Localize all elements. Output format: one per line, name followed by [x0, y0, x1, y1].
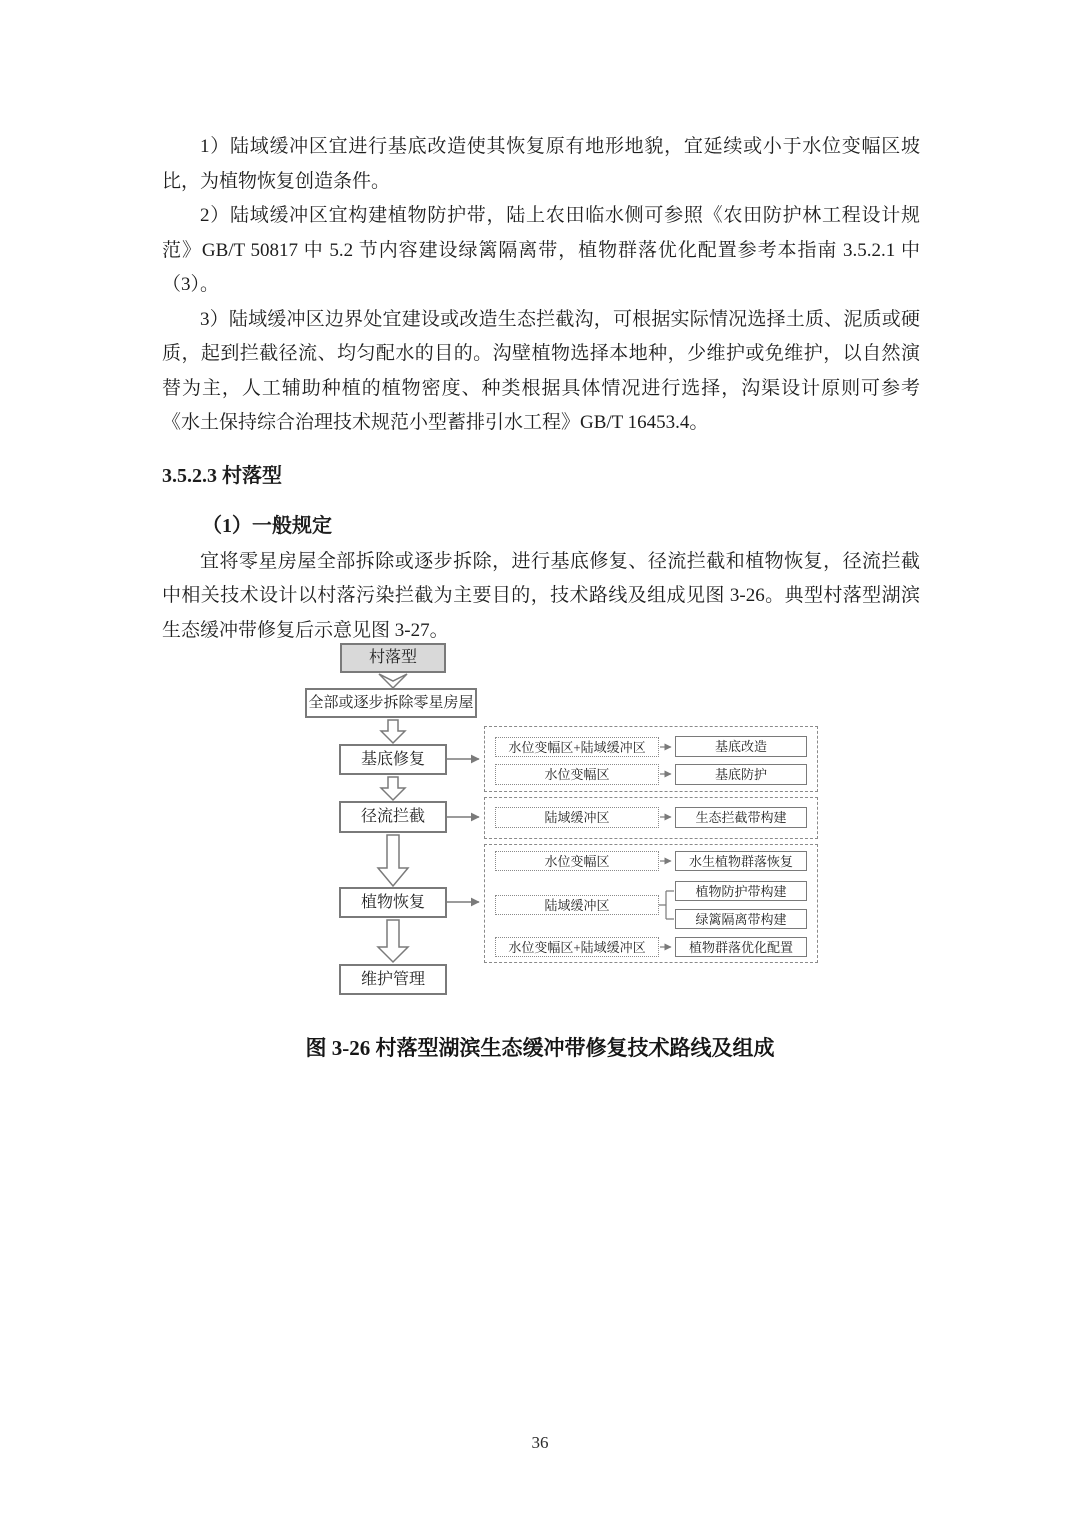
action-box: 基底改造 — [675, 736, 807, 757]
flow-step-substrate-repair: 基底修复 — [339, 744, 447, 775]
zone-box: 陆域缓冲区 — [495, 807, 659, 828]
action-box: 水生植物群落恢复 — [675, 851, 807, 871]
flow-step-start: 村落型 — [340, 643, 446, 673]
flow-step-runoff-interception: 径流拦截 — [339, 801, 447, 833]
paragraph-3: 3）陆域缓冲区边界处宜建设或改造生态拦截沟，可根据实际情况选择土质、泥质或硬质，起到拦截径流、均匀配水的目的。沟壁植物选择本地种，少维护或免维护，以自然演替为主，人工辅助种植的植物密度、种类根据具体情况进行选择，沟渠设计原则可参考《水土保持综合治理技术规范小型蓄排引水工程》GB/T 16453.4。 — [162, 308, 920, 433]
figure-flowchart — [300, 640, 830, 1005]
zone-box: 水位变幅区 — [495, 764, 659, 785]
action-box: 绿篱隔离带构建 — [675, 909, 807, 929]
paragraph-1: 1）陆域缓冲区宜进行基底改造使其恢复原有地形地貌，宜延续或小于水位变幅区坡比，为植物恢复创造条件。 — [162, 136, 920, 192]
flow-step-vegetation-restore: 植物恢复 — [339, 887, 447, 918]
subsection-heading: （1）一般规定 — [202, 514, 332, 537]
zone-box: 水位变幅区+陆域缓冲区 — [495, 737, 659, 757]
zone-box: 水位变幅区+陆域缓冲区 — [495, 937, 659, 957]
flow-step-demolish: 全部或逐步拆除零星房屋 — [305, 688, 477, 718]
paragraph-4: 宜将零星房屋全部拆除或逐步拆除，进行基底修复、径流拦截和植物恢复，径流拦截中相关技术设计以村落污染拦截为主要目的，技术路线及组成见图 3-26。典型村落型湖滨生态缓冲带修复后示意见图 3-27。 — [162, 550, 920, 641]
figure-caption: 图 3-26 村落型湖滨生态缓冲带修复技术路线及组成 — [305, 1036, 775, 1060]
action-box: 植物群落优化配置 — [675, 937, 807, 957]
page-number: 36 — [531, 1433, 549, 1452]
paragraph-2: 2）陆域缓冲区宜构建植物防护带，陆上农田临水侧可参照《农田防护林工程设计规范》GB/T 50817 中 5.2 节内容建设绿篱隔离带，植物群落优化配置参考本指南 3.5.2.1 中（3）。 — [162, 205, 920, 295]
body-text — [162, 130, 920, 648]
action-box: 生态拦截带构建 — [675, 807, 807, 828]
zone-box: 陆域缓冲区 — [495, 895, 659, 915]
action-box: 植物防护带构建 — [675, 881, 807, 901]
zone-box: 水位变幅区 — [495, 851, 659, 871]
action-box: 基底防护 — [675, 764, 807, 785]
section-heading: 3.5.2.3 村落型 — [162, 464, 282, 487]
flow-step-maintenance: 维护管理 — [339, 964, 447, 995]
step-to-group-arrows — [447, 759, 479, 902]
